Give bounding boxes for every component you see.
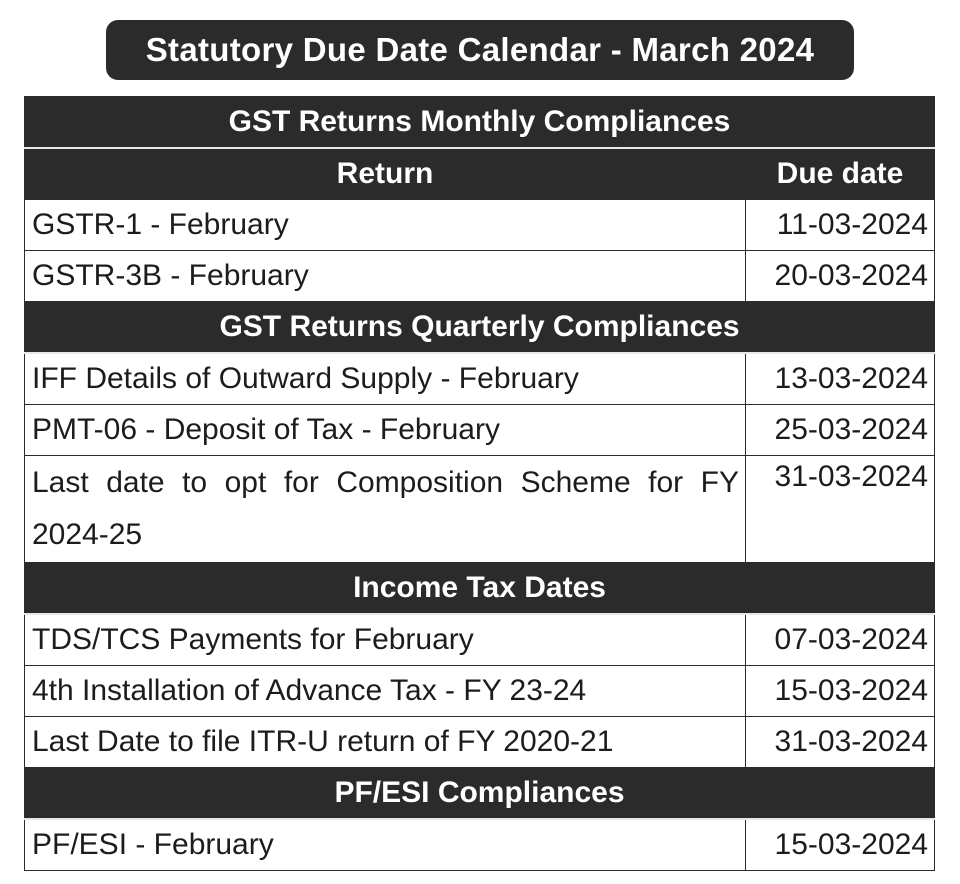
section-title: PF/ESI Compliances xyxy=(25,768,935,820)
table-row xyxy=(25,666,935,717)
section-header-income-tax xyxy=(25,563,935,615)
due-date: 25-03-2024 xyxy=(746,405,935,456)
due-date: 31-03-2024 xyxy=(746,717,935,768)
table-row xyxy=(25,353,935,405)
table-row xyxy=(25,456,935,563)
return-name: GSTR-3B - February xyxy=(25,251,746,302)
return-name: Last Date to file ITR-U return of FY 2020-21 xyxy=(25,717,746,768)
return-name: Last date to opt for Composition Scheme for FY 2024-25 xyxy=(25,456,746,563)
table-row xyxy=(25,717,935,768)
due-date: 07-03-2024 xyxy=(746,614,935,666)
column-header-due-date: Due date xyxy=(746,148,935,200)
section-title: Income Tax Dates xyxy=(25,563,935,615)
due-date: 13-03-2024 xyxy=(746,353,935,405)
due-date: 31-03-2024 xyxy=(746,456,935,563)
due-date: 20-03-2024 xyxy=(746,251,935,302)
due-date: 15-03-2024 xyxy=(746,819,935,871)
table-row xyxy=(25,200,935,251)
section-header-pf-esi xyxy=(25,768,935,820)
section-header-gst-monthly xyxy=(25,97,935,149)
table-row xyxy=(25,819,935,871)
page-title: Statutory Due Date Calendar - March 2024 xyxy=(106,20,854,80)
table-row xyxy=(25,251,935,302)
column-header-return: Return xyxy=(25,148,746,200)
return-name: PMT-06 - Deposit of Tax - February xyxy=(25,405,746,456)
return-name: TDS/TCS Payments for February xyxy=(25,614,746,666)
return-name: GSTR-1 - February xyxy=(25,200,746,251)
due-date: 11-03-2024 xyxy=(746,200,935,251)
section-title: GST Returns Monthly Compliances xyxy=(25,97,935,149)
table-row xyxy=(25,614,935,666)
section-header-gst-quarterly xyxy=(25,302,935,354)
due-date-table xyxy=(24,96,935,871)
return-name: 4th Installation of Advance Tax - FY 23-24 xyxy=(25,666,746,717)
return-name: IFF Details of Outward Supply - February xyxy=(25,353,746,405)
table-row xyxy=(25,405,935,456)
section-title: GST Returns Quarterly Compliances xyxy=(25,302,935,354)
column-header-row xyxy=(25,148,935,200)
due-date: 15-03-2024 xyxy=(746,666,935,717)
return-name: PF/ESI - February xyxy=(25,819,746,871)
